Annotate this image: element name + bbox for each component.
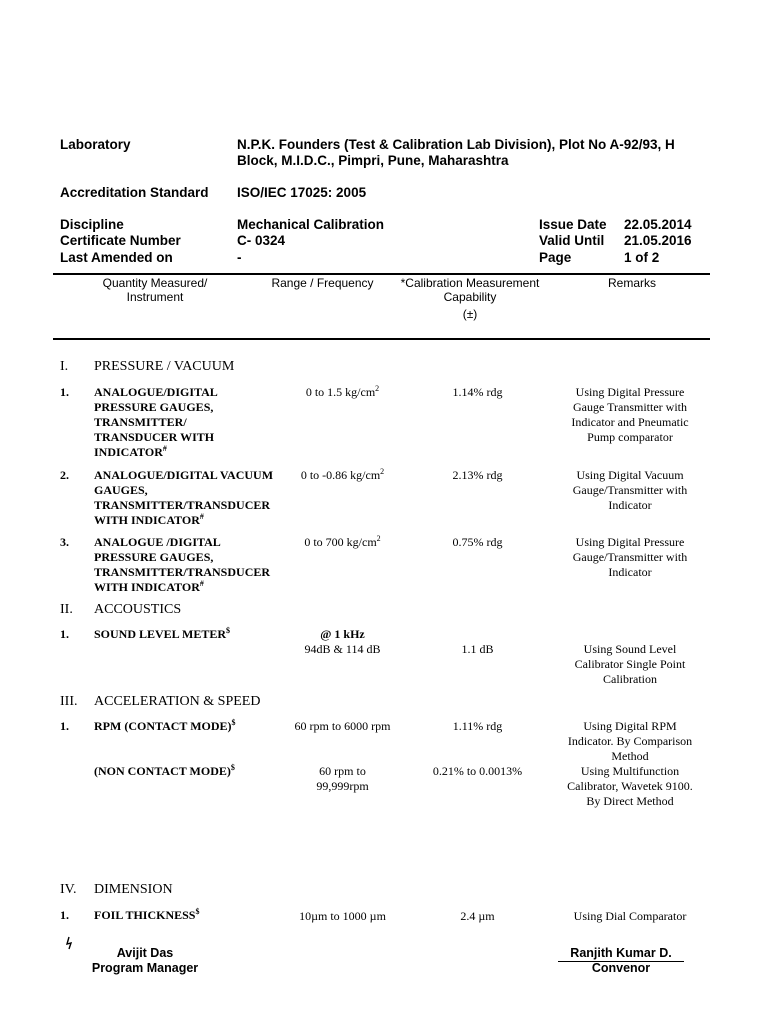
remarks-cell: Using Digital Pressure Gauge/Transmitter with Indicator — [572, 535, 688, 579]
cmc-cell: 1.1 dB — [461, 642, 494, 656]
row-number: 2. — [60, 468, 69, 482]
right-signatory-name: Ranjith Kumar D. — [570, 946, 672, 960]
instrument-name: ANALOGUE/DIGITAL VACUUM GAUGES, TRANSMITTER/TRANSDUCER WITH INDICATOR# — [94, 468, 274, 527]
remarks-cell: Using Sound Level Calibrator Single Point Calibration — [574, 642, 686, 686]
certificate-label: Certificate Number — [60, 233, 181, 248]
remarks-cell: Using Dial Comparator — [573, 909, 687, 923]
instrument-name: ANALOGUE/DIGITAL PRESSURE GAUGES, TRANSMITTER/ TRANSDUCER WITH INDICATOR# — [94, 385, 218, 459]
section-number: I. — [60, 359, 69, 374]
discipline-value: Mechanical Calibration — [237, 217, 385, 232]
section-title: PRESSURE / VACUUM — [94, 359, 235, 374]
left-signatory-name: Avijit Das — [116, 946, 174, 960]
instrument-name: RPM (CONTACT MODE)$ — [94, 718, 236, 733]
instrument-name: ANALOGUE /DIGITAL PRESSURE GAUGES, TRANSMITTER/TRANSDUCER WITH INDICATOR# — [94, 535, 271, 594]
discipline-label: Discipline — [60, 217, 124, 232]
cmc-cell: 0.75% rdg — [452, 535, 503, 549]
standard-value: ISO/IEC 17025: 2005 — [237, 185, 367, 200]
row-number: 1. — [60, 627, 69, 641]
header-rule — [53, 338, 710, 340]
section-number: II. — [60, 602, 73, 617]
remarks-cell: Using Digital Vacuum Gauge/Transmitter with Indicator — [572, 468, 688, 512]
range-cell: 94dB & 114 dB — [304, 642, 381, 656]
issue-date-label: Issue Date — [539, 217, 607, 232]
col-cmc-sub: (±) — [462, 307, 478, 321]
section-number: IV. — [60, 882, 77, 897]
row-number: 3. — [60, 535, 69, 549]
col-range: Range / Frequency — [271, 276, 374, 290]
issue-date-value: 22.05.2014 — [624, 217, 692, 232]
signature-mark-icon — [62, 936, 76, 950]
cmc-cell: 2.13% rdg — [452, 468, 503, 482]
range-cell: 0 to -0.86 $kg/cm^2$ — [300, 467, 385, 482]
row-number: 1. — [60, 385, 69, 399]
remarks-cell: Using Digital RPM Indicator. By Comparison Method — [567, 719, 693, 763]
certificate-value: C- 0324 — [237, 233, 286, 248]
range-cell: 0 to 1.5 $kg/cm^2$ — [305, 384, 380, 399]
laboratory-value: N.P.K. Founders (Test & Calibration Lab Division), Plot No A-92/93, H Block, M.I.D.C., Pimpri, Pune, Maharashtra — [237, 137, 675, 168]
amended-value: - — [237, 250, 242, 265]
range-cell: 60 rpm to 6000 rpm — [294, 719, 391, 733]
valid-until-value: 21.05.2016 — [624, 233, 692, 248]
cmc-cell: 1.11% rdg — [452, 719, 503, 733]
instrument-name: (NON CONTACT MODE)$ — [94, 763, 235, 778]
range-cell: 60 rpm to 99,999rpm — [316, 764, 369, 793]
range-heading: @ 1 kHz — [320, 627, 365, 641]
amended-label: Last Amended on — [60, 250, 173, 265]
left-signatory-title: Program Manager — [91, 961, 199, 975]
cmc-cell: 2.4 µm — [460, 909, 495, 923]
cmc-cell: 0.21% to 0.0013% — [432, 764, 523, 778]
cmc-cell: 1.14% rdg — [452, 385, 503, 399]
section-title: DIMENSION — [94, 882, 173, 897]
row-number: 1. — [60, 908, 69, 922]
section-title: ACCELERATION & SPEED — [94, 694, 261, 709]
section-title: ACCOUSTICS — [94, 602, 182, 617]
instrument-name: SOUND LEVEL METER$ — [94, 626, 231, 641]
section-number: III. — [60, 694, 78, 709]
remarks-cell: Using Digital Pressure Gauge Transmitter with Indicator and Pneumatic Pump comparator — [571, 385, 689, 444]
col-cmc: *Calibration Measurement Capability — [400, 276, 540, 304]
range-cell: 0 to 700 $kg/cm^2$ — [304, 534, 381, 549]
remarks-cell: Using Multifunction Calibrator, Wavetek 9100. By Direct Method — [567, 764, 693, 808]
instrument-name: FOIL THICKNESS$ — [94, 907, 200, 922]
standard-label: Accreditation Standard — [60, 185, 209, 200]
laboratory-label: Laboratory — [60, 137, 131, 152]
right-signatory-title: Convenor — [591, 961, 651, 975]
page-value: 1 of 2 — [624, 250, 660, 265]
col-remarks: Remarks — [607, 276, 656, 290]
range-cell: 10µm to 1000 µm — [299, 909, 386, 923]
valid-until-label: Valid Until — [539, 233, 605, 248]
col-quantity: Quantity Measured/ Instrument — [102, 276, 208, 304]
top-rule — [53, 273, 710, 275]
page-label: Page — [539, 250, 572, 265]
row-number: 1. — [60, 719, 69, 733]
